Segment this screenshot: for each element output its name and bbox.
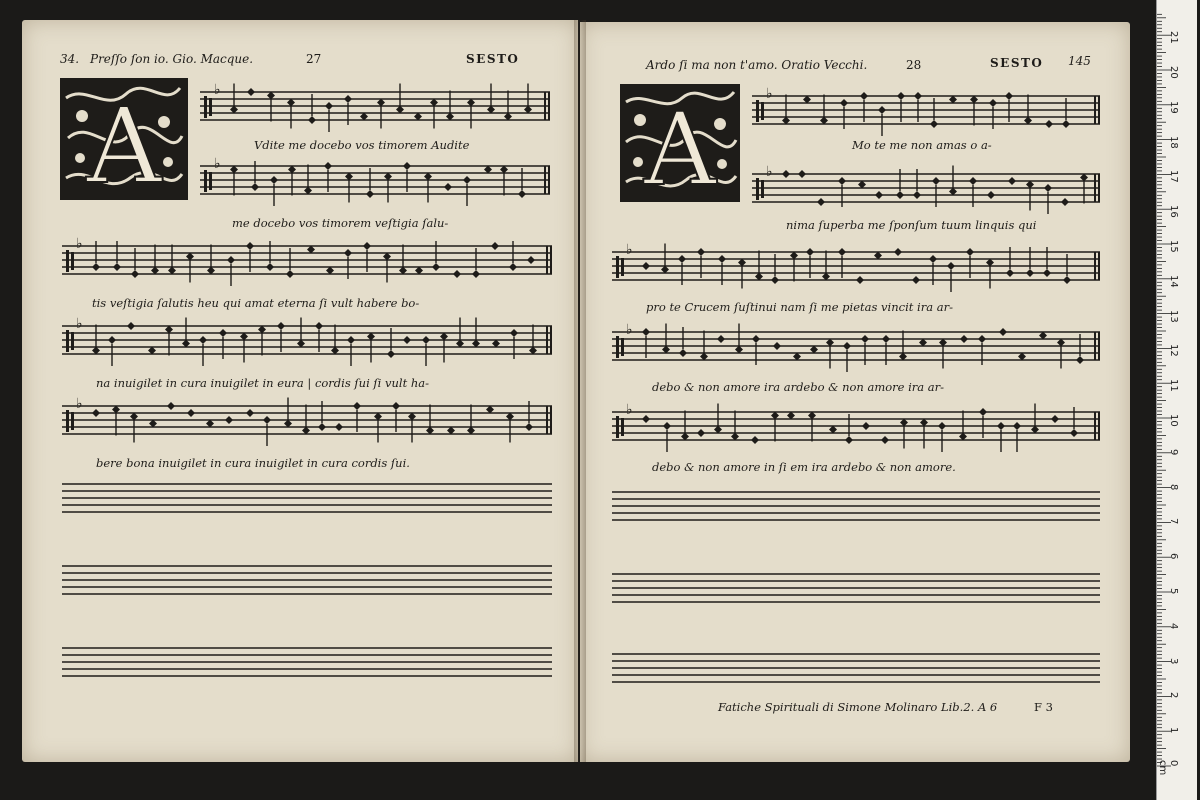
ruler-mark-label: 15 (1168, 240, 1179, 253)
music-note (335, 423, 343, 431)
music-note (463, 176, 471, 206)
left-page-number: 27 (306, 52, 322, 66)
left-header-mark: 34. (60, 52, 80, 66)
right-staff-2 (752, 164, 1100, 212)
music-note (642, 262, 650, 270)
music-note (453, 270, 461, 278)
left-part-name: SESTO (466, 52, 520, 66)
ruler-mark-label: 11 (1168, 379, 1179, 392)
ruler-mark-label: 3 (1168, 657, 1179, 664)
music-note (167, 402, 175, 410)
svg-text:♭: ♭ (214, 156, 221, 172)
music-note (422, 336, 430, 366)
ruler-mark-label: 2 (1168, 692, 1179, 699)
svg-text:♭: ♭ (76, 396, 83, 412)
music-note (1044, 184, 1052, 214)
music-note (862, 422, 870, 430)
right-initial-letter: A (643, 91, 717, 202)
music-note (347, 336, 355, 366)
music-note (663, 422, 671, 452)
music-note (270, 176, 278, 206)
right-page-number: 28 (906, 58, 922, 72)
ruler-mark-label: 8 (1168, 483, 1179, 490)
left-staff-4 (62, 316, 552, 364)
music-note (987, 191, 995, 199)
ruler-mark-label: 14 (1168, 274, 1179, 288)
music-note (1061, 198, 1069, 206)
music-note (960, 335, 968, 343)
music-note (92, 409, 100, 417)
ruler-mark-label: 7 (1168, 518, 1179, 525)
right-staff-5 (612, 402, 1100, 450)
music-note (225, 416, 233, 424)
music-note (997, 422, 1005, 452)
music-note (246, 409, 254, 417)
right-staff-4 (612, 322, 1100, 370)
music-note (227, 256, 235, 286)
right-staff-1 (752, 86, 1100, 134)
music-note (751, 436, 759, 444)
ruler-mark-label: 19 (1168, 100, 1179, 114)
music-note (773, 342, 781, 350)
music-note (717, 335, 725, 343)
music-note (1045, 120, 1053, 128)
music-note (878, 106, 886, 136)
music-note (697, 429, 705, 437)
left-lyric-line-5: bere bona inuigilet in cura inuigilet in cura cordis ſui. (96, 456, 410, 470)
music-note (325, 102, 333, 132)
left-lyric-line-4: na inuigilet in cura inuigilet in eura | cordis ſui ſi vult ha- (96, 376, 429, 390)
ruler-mark-label: 21 (1168, 31, 1179, 44)
right-decorated-initial (620, 84, 740, 202)
ruler-mark-label: 4 (1168, 622, 1179, 630)
svg-text:♭: ♭ (76, 316, 83, 332)
right-lyric-line-3: pro te Crucem ſuſtinui nam ſi me pietas vincit ira ar- (646, 300, 953, 314)
music-note (999, 328, 1007, 336)
left-staff-5 (62, 396, 552, 444)
right-empty-staff-1 (612, 486, 1100, 530)
right-lyric-line-1: Mo te me non amas o a- (852, 138, 992, 152)
svg-text:♭: ♭ (626, 242, 633, 258)
ruler-mark-label: 16 (1168, 205, 1179, 218)
left-header-title: Preſſo ſon io. Gio. Macque. (90, 52, 254, 66)
music-note (444, 183, 452, 191)
left-lyric-line-1: Vdite me docebo vos timorem Audite (254, 138, 470, 152)
left-lyric-line-2: me docebo vos timorem veſtigia ſalu- (232, 216, 449, 230)
svg-text:♭: ♭ (76, 236, 83, 252)
music-note (1013, 422, 1021, 452)
right-header-title: Ardo ſi ma non t'amo. Oratio Vecchi. (646, 58, 868, 72)
music-note (875, 191, 883, 199)
right-footer-title: Fatiche Spirituali di Simone Molinaro Lib.2. A 6 (718, 700, 998, 714)
music-note (491, 242, 499, 250)
svg-text:♭: ♭ (766, 86, 773, 102)
left-empty-staff-3 (62, 642, 552, 686)
music-note (403, 336, 411, 344)
right-lyric-line-4: debo & non amore ira ardebo & non amore ira ar- (652, 380, 945, 394)
book-gutter (574, 20, 586, 762)
music-note (127, 322, 135, 330)
music-note (881, 436, 889, 444)
left-empty-staff-2 (62, 560, 552, 604)
right-lyric-line-2: nima ſuperba me ſponſum tuum linquis qui (786, 218, 1037, 232)
ruler-mark-label: 12 (1168, 344, 1179, 358)
music-note (912, 276, 920, 284)
left-empty-staff-1 (62, 478, 552, 522)
music-note (263, 416, 271, 446)
music-note (938, 422, 946, 452)
svg-text:♭: ♭ (214, 82, 221, 98)
svg-text:♭: ♭ (766, 164, 773, 180)
music-note (894, 248, 902, 256)
right-part-name: SESTO (990, 56, 1044, 70)
music-note (817, 198, 825, 206)
ruler-mark-label: 5 (1168, 588, 1179, 595)
music-note (782, 170, 790, 178)
right-lyric-line-5: debo & non amore in ſi em ira ardebo & non amore. (652, 460, 956, 474)
music-note (798, 170, 806, 178)
ruler-mark-label: 18 (1168, 135, 1179, 149)
right-empty-staff-3 (612, 648, 1100, 692)
svg-text:♭: ♭ (626, 402, 633, 418)
left-lyric-line-3: tis veſtigia ſalutis heu qui amat eterna ſi vult habere bo- (92, 296, 420, 310)
right-folio-number: 145 (1068, 54, 1091, 68)
left-staff-3 (62, 236, 552, 284)
music-note (199, 336, 207, 366)
right-staff-3 (612, 242, 1100, 290)
ruler-mark-label: 6 (1168, 553, 1179, 560)
music-note (856, 276, 864, 284)
ruler-ticks (1157, 0, 1197, 800)
ruler-mark-label: 13 (1168, 309, 1179, 323)
left-staff-2 (200, 156, 550, 204)
measurement-ruler (1156, 0, 1197, 800)
music-note (1008, 177, 1016, 185)
music-note (947, 262, 955, 292)
music-note (1051, 415, 1059, 423)
ruler-mark-label: 17 (1168, 170, 1179, 184)
music-note (642, 415, 650, 423)
left-decorated-initial (60, 78, 188, 200)
left-initial-letter: A (86, 85, 162, 200)
ruler-mark-label: 9 (1168, 448, 1179, 456)
music-note (187, 409, 195, 417)
music-note (843, 342, 851, 372)
svg-text:♭: ♭ (626, 322, 633, 338)
ruler-mark-label: 10 (1168, 414, 1179, 427)
music-note (108, 336, 116, 366)
music-note (527, 256, 535, 264)
ruler-mark-label: 20 (1168, 66, 1179, 79)
right-empty-staff-2 (612, 568, 1100, 612)
ruler-unit-label: 0 cm (1157, 760, 1179, 776)
music-note (247, 88, 255, 96)
right-signature-mark: F 3 (1034, 700, 1053, 714)
ruler-mark-label: 1 (1168, 727, 1179, 734)
left-staff-1 (200, 82, 550, 130)
